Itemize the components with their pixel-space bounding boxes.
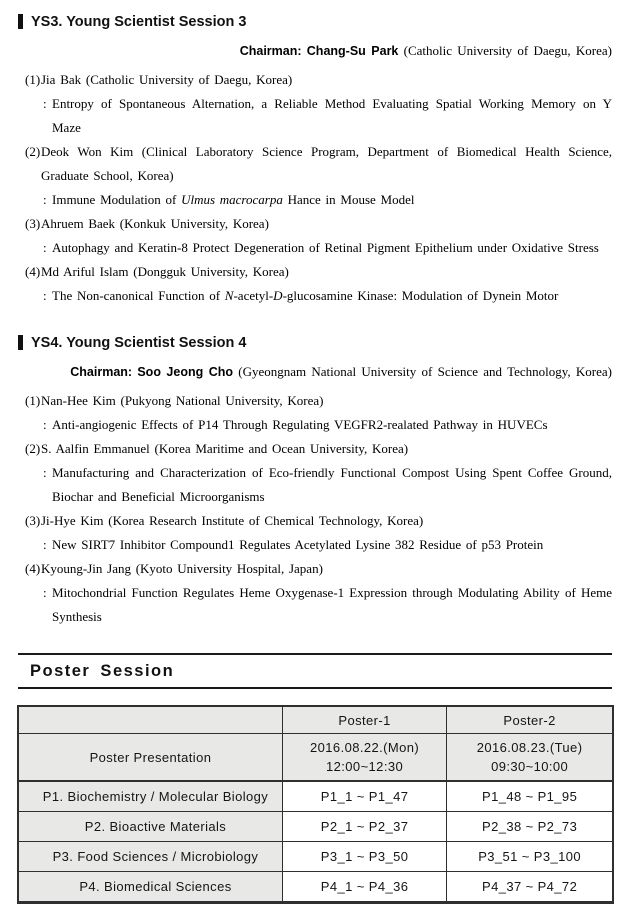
speaker-name: Md Ariful Islam (Dongguk University, Korea) (41, 264, 289, 279)
session-title: YS4. Young Scientist Session 4 (31, 334, 247, 351)
talk-title-line (25, 413, 612, 437)
speaker-line (25, 212, 612, 236)
category-cell: P3. Food Sciences / Microbiology (18, 842, 282, 872)
entry (25, 260, 612, 308)
talk-colon: : (43, 288, 47, 303)
range-cell-poster-2: P3_51 ~ P3_100 (447, 842, 613, 872)
chairman-line (18, 41, 612, 61)
talk-title: The Non-canonical Function of N-acetyl-D-glucosamine Kinase: Modulation of Dynein Motor (52, 288, 559, 303)
chairman-line (18, 362, 612, 382)
talk-title-line (25, 92, 612, 140)
session-entries (25, 389, 612, 629)
talk-title-line (25, 188, 612, 212)
table-row (18, 842, 613, 872)
schedule-poster-2 (447, 734, 613, 782)
entry-number: (2) (25, 441, 41, 456)
range-cell-poster-1: P1_1 ~ P1_47 (282, 781, 446, 812)
schedule-time: 12:00~12:30 (326, 759, 404, 774)
session-title-row (18, 13, 612, 30)
talk-colon: : (43, 96, 47, 111)
talk-title: Manufacturing and Characterization of Eco-friendly Functional Compost Using Spent Coffee Ground, Biochar and Beneficial Microorganisms (52, 465, 612, 504)
entry-number: (4) (25, 561, 41, 576)
schedule-poster-1 (282, 734, 446, 782)
speaker-name: Ahruem Baek (Konkuk University, Korea) (41, 216, 269, 231)
category-cell: P1. Biochemistry / Molecular Biology (18, 781, 282, 812)
speaker-line (25, 437, 612, 461)
row-header-poster-presentation: Poster Presentation (18, 734, 282, 782)
talk-title: Anti-angiogenic Effects of P14 Through Regulating VEGFR2-realated Pathway in HUVECs (52, 417, 548, 432)
entry (25, 509, 612, 557)
talk-title-line (25, 533, 612, 557)
entry-number: (2) (25, 144, 41, 159)
speaker-line (25, 260, 612, 284)
session-title: YS3. Young Scientist Session 3 (31, 13, 247, 30)
section-bar-icon (18, 335, 23, 350)
speaker-name: Jia Bak (Catholic University of Daegu, Korea) (41, 72, 293, 87)
corner-cell (18, 706, 282, 734)
chairman-label: Chairman: (70, 365, 133, 379)
entry (25, 68, 612, 140)
talk-title-line (25, 581, 612, 629)
schedule-date: 2016.08.23.(Tue) (476, 740, 583, 755)
speaker-line (25, 557, 612, 581)
range-cell-poster-2: P4_37 ~ P4_72 (447, 872, 613, 903)
talk-title: Entropy of Spontaneous Alternation, a Reliable Method Evaluating Spatial Working Memory on Y Maze (52, 96, 612, 135)
talk-colon: : (43, 240, 47, 255)
talk-title: Mitochondrial Function Regulates Heme Oxygenase-1 Expression through Modulating Ability of Heme Synthesis (52, 585, 612, 624)
talk-colon: : (43, 465, 47, 480)
col-header-poster-1: Poster-1 (282, 706, 446, 734)
poster-session-title: Poster Session (30, 662, 175, 680)
poster-session-header (18, 653, 612, 689)
speaker-name: Kyoung-Jin Jang (Kyoto University Hospital, Japan) (41, 561, 323, 576)
entry-number: (1) (25, 72, 41, 87)
range-cell-poster-2: P2_38 ~ P2_73 (447, 812, 613, 842)
entry-number: (3) (25, 216, 41, 231)
category-cell: P4. Biomedical Sciences (18, 872, 282, 903)
talk-title-line (25, 284, 612, 308)
talk-colon: : (43, 537, 47, 552)
col-header-poster-2: Poster-2 (447, 706, 613, 734)
entry (25, 557, 612, 629)
talk-colon: : (43, 417, 47, 432)
category-cell: P2. Bioactive Materials (18, 812, 282, 842)
chairman-label: Chairman: (239, 44, 302, 58)
speaker-line (25, 140, 612, 188)
speaker-line (25, 509, 612, 533)
range-cell-poster-1: P2_1 ~ P2_37 (282, 812, 446, 842)
range-cell-poster-2: P1_48 ~ P1_95 (447, 781, 613, 812)
schedule-date: 2016.08.22.(Mon) (310, 740, 420, 755)
entry-number: (3) (25, 513, 41, 528)
section-bar-icon (18, 14, 23, 29)
chairman-name: Chang-Su Park (306, 44, 399, 58)
range-cell-poster-1: P4_1 ~ P4_36 (282, 872, 446, 903)
speaker-name: Deok Won Kim (Clinical Laboratory Science Program, Department of Biomedical Health Science, Graduate School, Korea) (41, 144, 612, 183)
table-row (18, 781, 613, 812)
talk-title: New SIRT7 Inhibitor Compound1 Regulates Acetylated Lysine 382 Residue of p53 Protein (52, 537, 544, 552)
talk-title: Autophagy and Keratin-8 Protect Degeneration of Retinal Pigment Epithelium under Oxidative Stress (52, 240, 599, 255)
talk-colon: : (43, 192, 47, 207)
chairman-affiliation: (Catholic University of Daegu, Korea) (403, 43, 612, 58)
session-ys4 (18, 334, 612, 629)
chairman-name: Soo Jeong Cho (137, 365, 234, 379)
session-entries (25, 68, 612, 308)
speaker-line (25, 389, 612, 413)
entry (25, 140, 612, 212)
entry (25, 389, 612, 437)
range-cell-poster-1: P3_1 ~ P3_50 (282, 842, 446, 872)
speaker-line (25, 68, 612, 92)
poster-table (17, 705, 614, 904)
entry (25, 437, 612, 509)
talk-title-line (25, 461, 612, 509)
speaker-name: Nan-Hee Kim (Pukyong National University, Korea) (41, 393, 324, 408)
speaker-name: S. Aalfin Emmanuel (Korea Maritime and Ocean University, Korea) (41, 441, 409, 456)
table-header-row (18, 706, 613, 734)
table-schedule-row (18, 734, 613, 782)
session-title-row (18, 334, 612, 351)
entry (25, 212, 612, 260)
talk-colon: : (43, 585, 47, 600)
talk-title-line (25, 236, 612, 260)
schedule-time: 09:30~10:00 (491, 759, 569, 774)
table-row (18, 872, 613, 903)
entry-number: (4) (25, 264, 41, 279)
entry-number: (1) (25, 393, 41, 408)
table-row (18, 812, 613, 842)
session-ys3 (18, 13, 612, 308)
chairman-affiliation: (Gyeongnam National University of Science and Technology, Korea) (238, 364, 612, 379)
speaker-name: Ji-Hye Kim (Korea Research Institute of Chemical Technology, Korea) (41, 513, 424, 528)
talk-title: Immune Modulation of Ulmus macrocarpa Hance in Mouse Model (52, 192, 415, 207)
